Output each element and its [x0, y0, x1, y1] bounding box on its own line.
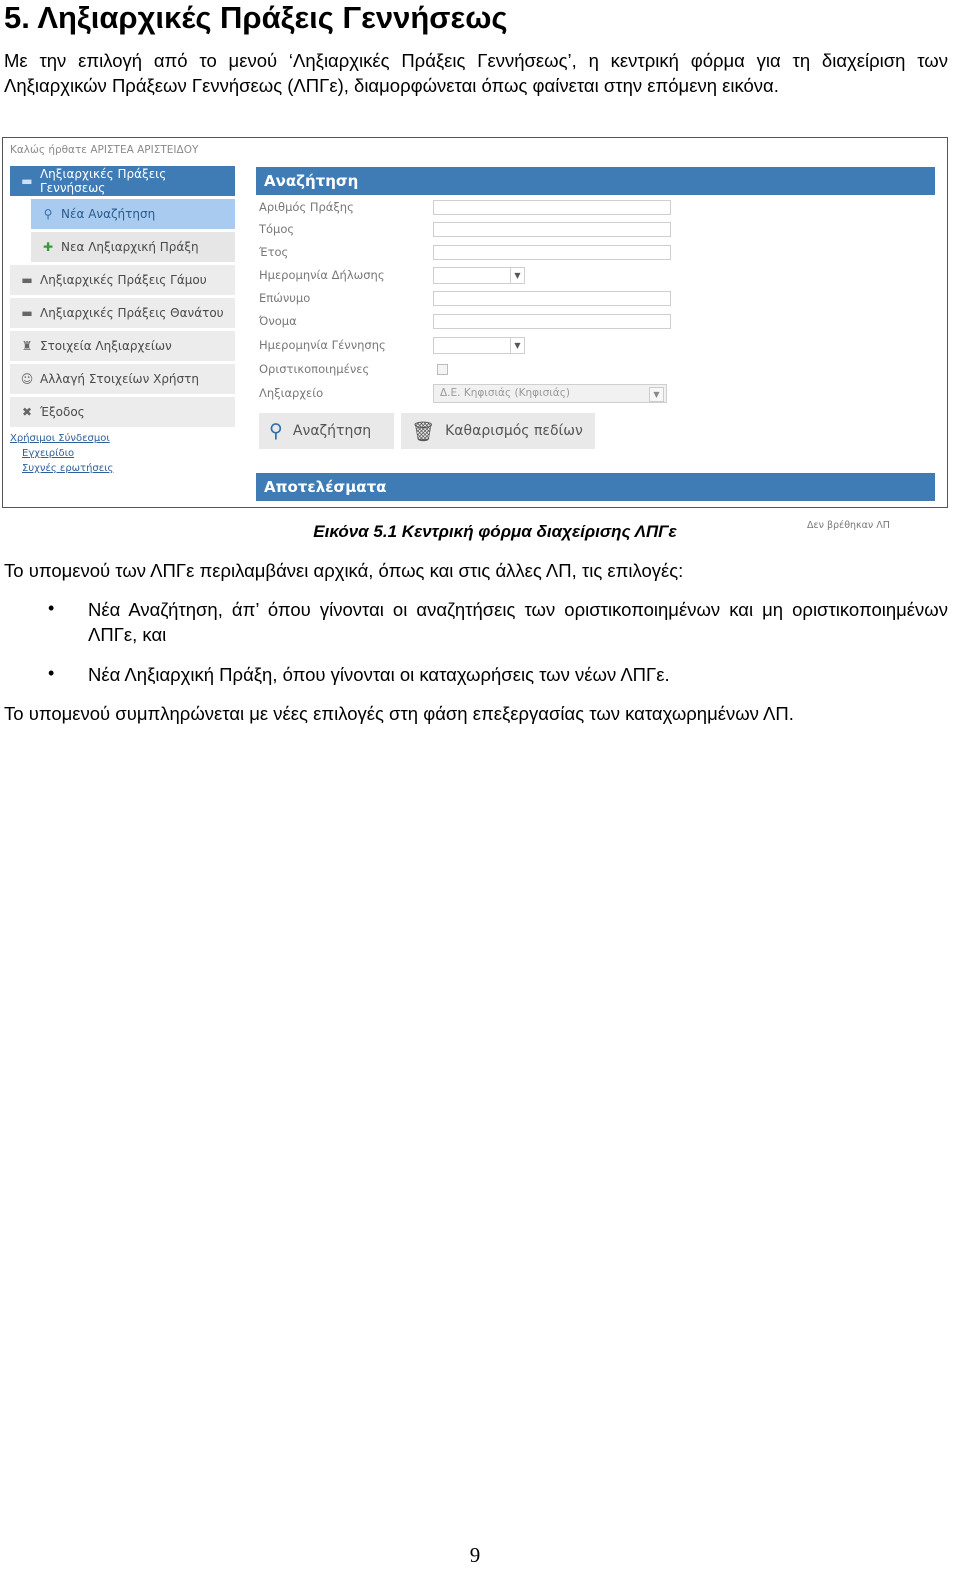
graduation-cap-icon: ♜ [21, 339, 33, 353]
finalized-checkbox[interactable] [437, 364, 448, 375]
registry-select-value: Δ.Ε. Κηφισιάς (Κηφισιάς) [440, 386, 570, 399]
field-label: Τόμος [259, 222, 295, 236]
paragraph: Το υπομενού των ΛΠΓε περιλαμβάνει αρχικά, όπως και στις άλλες ΛΠ, τις επιλογές: [4, 560, 684, 581]
sidebar-item-marriage-acts[interactable] [10, 265, 235, 295]
no-results-text: Δεν βρέθηκαν ΛΠ [807, 520, 890, 531]
search-button[interactable] [259, 413, 394, 449]
search-panel-title: Αναζήτηση [256, 167, 935, 195]
figure-caption: Εικόνα 5.1 Κεντρική φόρμα διαχείρισης ΛΠΓε [313, 522, 677, 541]
exit-icon: ✖ [21, 405, 33, 419]
manual-link[interactable]: Εγχειρίδιο [22, 448, 75, 459]
plus-icon: ✚ [42, 240, 54, 254]
chevron-down-icon[interactable]: ▼ [510, 338, 524, 353]
screenshot-figure [2, 137, 948, 531]
useful-links-title[interactable]: Χρήσιμοι Σύνδεσμοι [10, 433, 110, 444]
bullet-item: Νέα Ληξιαρχική Πράξη, όπου γίνονται οι καταχωρήσεις των νέων ΛΠΓε. [88, 664, 670, 685]
page-number: 9 [469, 1543, 481, 1567]
field-label: Όνομα [259, 314, 297, 328]
birth-date-picker[interactable] [433, 337, 525, 354]
sidebar-item-death-acts[interactable] [10, 298, 235, 328]
sidebar-item-label: Νεα Ληξιαρχική Πράξη [61, 240, 199, 254]
field-label: Αριθμός Πράξης [259, 200, 354, 214]
welcome-text: Καλώς ήρθατε ΑΡΙΣΤΕΑ ΑΡΙΣΤΕΙΔΟΥ [10, 144, 199, 156]
field-label: Ημερομηνία Γέννησης [259, 338, 386, 352]
results-panel-title: Αποτελέσματα [256, 473, 935, 501]
sidebar-item-birth-acts[interactable] [10, 166, 235, 196]
faq-link[interactable]: Συχνές ερωτήσεις [22, 463, 114, 474]
user-icon: ☺ [20, 372, 34, 386]
bullet-marker: • [48, 598, 55, 618]
search-form [256, 195, 935, 400]
declaration-date-picker[interactable] [433, 267, 525, 284]
field-label: Ληξιαρχείο [259, 386, 324, 400]
sidebar-item-label: Νέα Αναζήτηση [61, 207, 156, 221]
bullet-marker: • [48, 663, 55, 683]
clear-button-label: Καθαρισμός πεδίων [445, 423, 583, 439]
year-input[interactable] [433, 245, 671, 260]
useful-links [10, 431, 235, 476]
magnifier-icon: ⚲ [269, 420, 283, 442]
sidebar-item-exit[interactable] [10, 397, 235, 427]
sidebar-item-label: Στοιχεία Ληξιαρχείων [40, 339, 172, 353]
act-number-input[interactable] [433, 200, 671, 215]
sidebar-item-label: Ληξιαρχικές Πράξεις Γάμου [40, 273, 207, 287]
search-button-label: Αναζήτηση [292, 423, 372, 439]
sidebar [10, 166, 235, 476]
folder-icon: ▬ [21, 273, 33, 287]
main-panel [256, 167, 935, 531]
sidebar-item-label: Ληξιαρχικές Πράξεις Γεννήσεως [39, 167, 167, 195]
folder-icon: ▬ [21, 306, 33, 320]
field-label: Έτος [259, 245, 289, 259]
chevron-down-icon[interactable]: ▼ [649, 387, 664, 402]
volume-input[interactable] [433, 222, 671, 237]
sidebar-item-user-settings[interactable] [10, 364, 235, 394]
field-label: Επώνυμο [259, 291, 311, 305]
sidebar-item-label: Ληξιαρχικές Πράξεις Θανάτου [40, 306, 224, 320]
sidebar-item-label: Αλλαγή Στοιχείων Χρήστη [40, 372, 199, 386]
sidebar-item-new-search[interactable] [31, 199, 235, 229]
sidebar-item-new-act[interactable] [31, 232, 235, 262]
section-heading: 5. Ληξιαρχικές Πράξεις Γεννήσεως [4, 0, 508, 35]
chevron-down-icon[interactable]: ▼ [510, 268, 524, 283]
clear-fields-button[interactable] [401, 413, 595, 449]
bullet-item: Νέα Αναζήτηση, άπ’ όπου γίνονται οι αναζητήσεις των οριστικοποιημένων και μη οριστικοποιημένων ΛΠΓε, και [88, 599, 948, 645]
folder-icon: ▬ [21, 174, 33, 188]
sidebar-item-label: Έξοδος [40, 405, 85, 419]
sidebar-item-registry-info[interactable] [10, 331, 235, 361]
field-label: Ημερομηνία Δήλωσης [259, 268, 385, 282]
paragraph: Το υπομενού συμπληρώνεται με νέες επιλογές στη φάση επεξεργασίας των καταχωρημένων ΛΠ. [4, 703, 794, 724]
trash-icon: 🗑 [411, 420, 436, 443]
registry-select[interactable] [433, 384, 667, 403]
surname-input[interactable] [433, 291, 671, 306]
magnifier-icon: ⚲ [43, 207, 53, 221]
field-label: Οριστικοποιημένες [259, 362, 370, 376]
intro-paragraph: Με την επιλογή από το μενού ‘Ληξιαρχικές Πράξεις Γεννήσεως’, η κεντρική φόρμα για τη διαχείριση των Ληξιαρχικών Πράξεων Γεννήσεως (ΛΠΓε), διαμορφώνεται όπως φαίνεται στην επόμενη εικόνα. [4, 50, 948, 96]
first-name-input[interactable] [433, 314, 671, 329]
